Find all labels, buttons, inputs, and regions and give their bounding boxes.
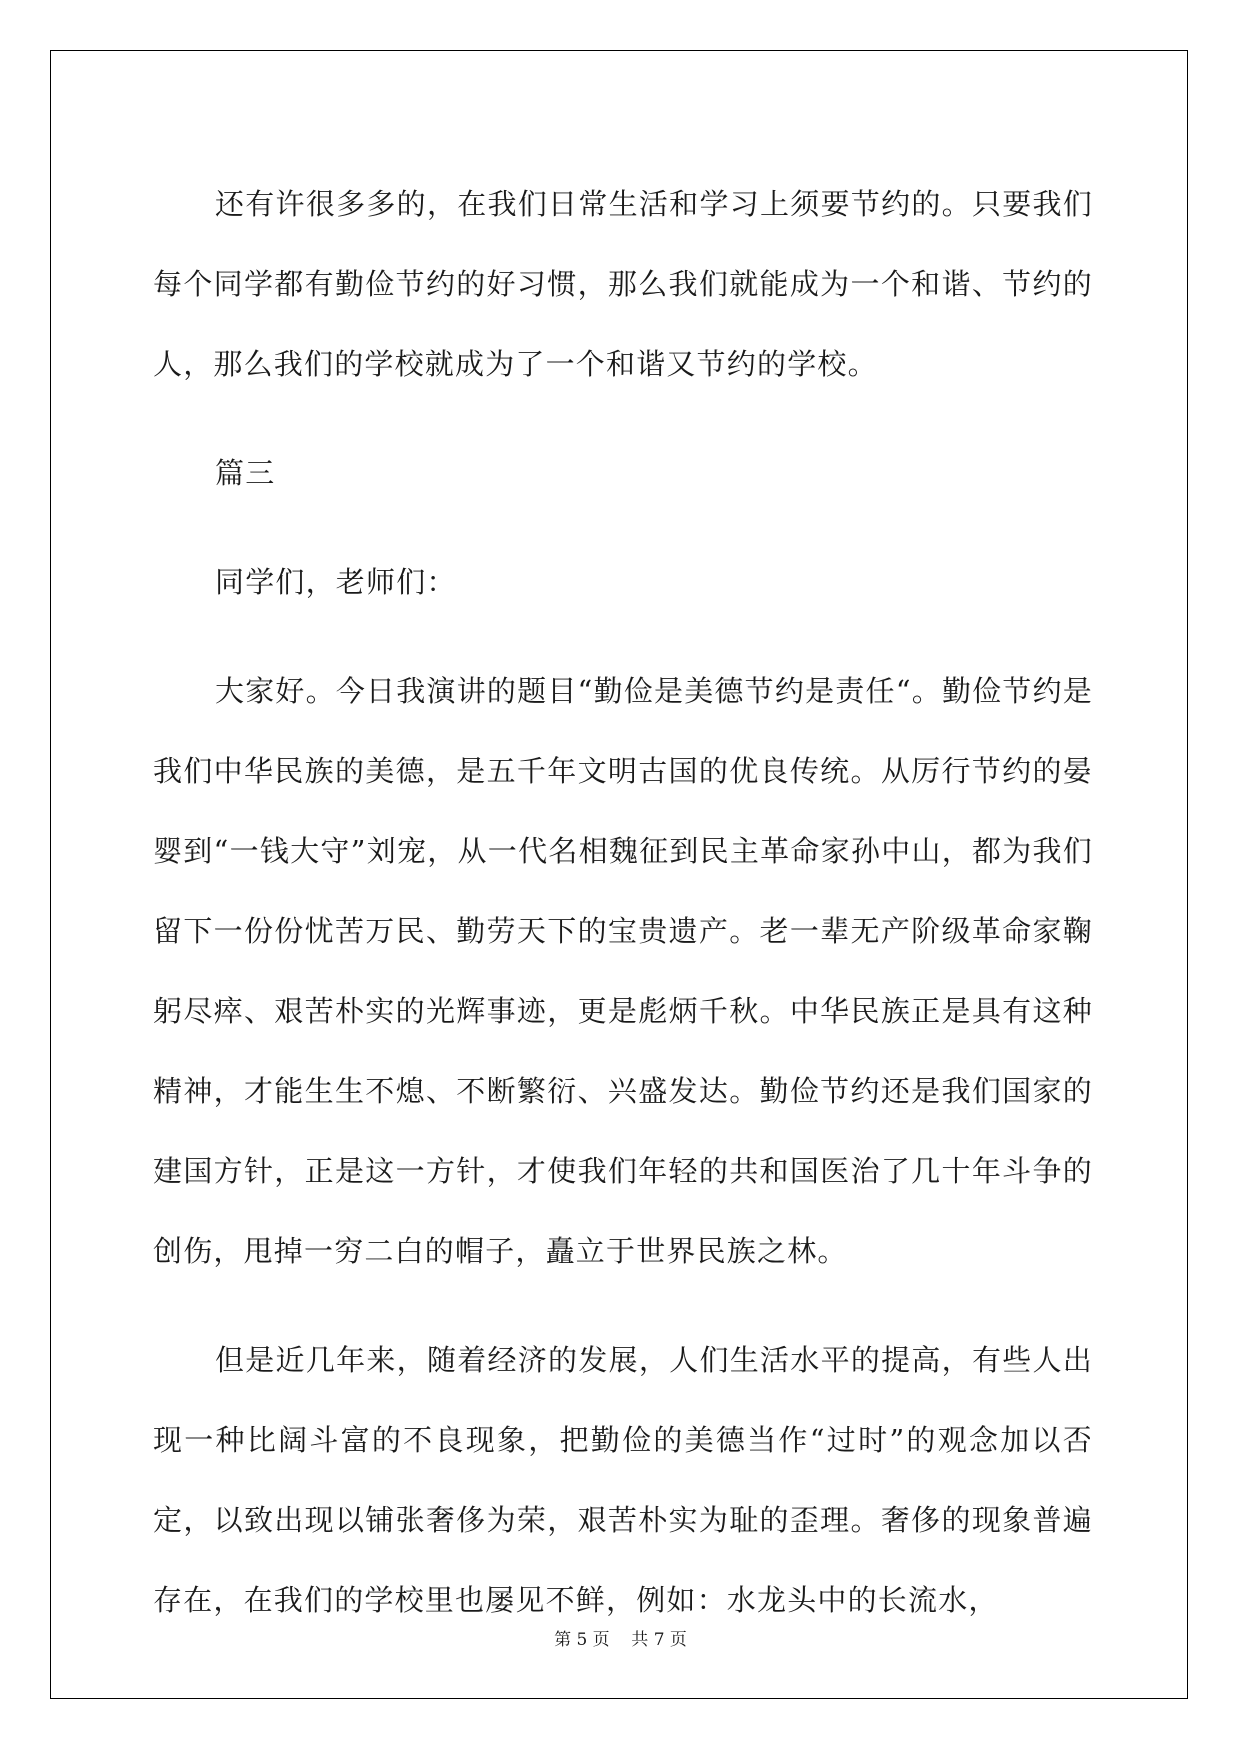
page-number: 第 5 页 共 7 页 xyxy=(554,1630,687,1650)
document-body xyxy=(153,164,1093,1669)
paragraph: 但是近几年来，随着经济的发展，人们生活水平的提高，有些人出现一种比阔斗富的不良现象，把勤俭的美德当作“过时”的观念加以否定，以致出现以铺张奢侈为荣，艰苦朴实为耻的歪理。奢侈的现象普遍存在，在我们的学校里也屡见不鲜，例如：水龙头中的长流水， xyxy=(153,1343,1093,1617)
paragraph: 还有许很多多的，在我们日常生活和学习上须要节约的。只要我们每个同学都有勤俭节约的好习惯，那么我们就能成为一个和谐、节约的人，那么我们的学校就成为了一个和谐又节约的学校。 xyxy=(153,187,1093,381)
paragraph: 大家好。今日我演讲的题目“勤俭是美德节约是责任“。勤俭节约是我们中华民族的美德，是五千年文明古国的优良传统。从厉行节约的晏婴到“一钱大守”刘宠，从一代名相魏征到民主革命家孙中山，都为我们留下一份份忧苦万民、勤劳天下的宝贵遗产。老一辈无产阶级革命家鞠躬尽瘁、艰苦朴实的光辉事迹，更是彪炳千秋。中华民族正是具有这种精神，才能生生不熄、不断繁衍、兴盛发达。勤俭节约还是我们国家的建国方针，正是这一方针，才使我们年轻的共和国医治了几十年斗争的创伤，甩掉一穷二白的帽子，矗立于世界民族之林。 xyxy=(153,674,1093,1268)
salutation: 同学们，老师们： xyxy=(215,565,457,599)
section-heading: 篇三 xyxy=(215,456,276,490)
